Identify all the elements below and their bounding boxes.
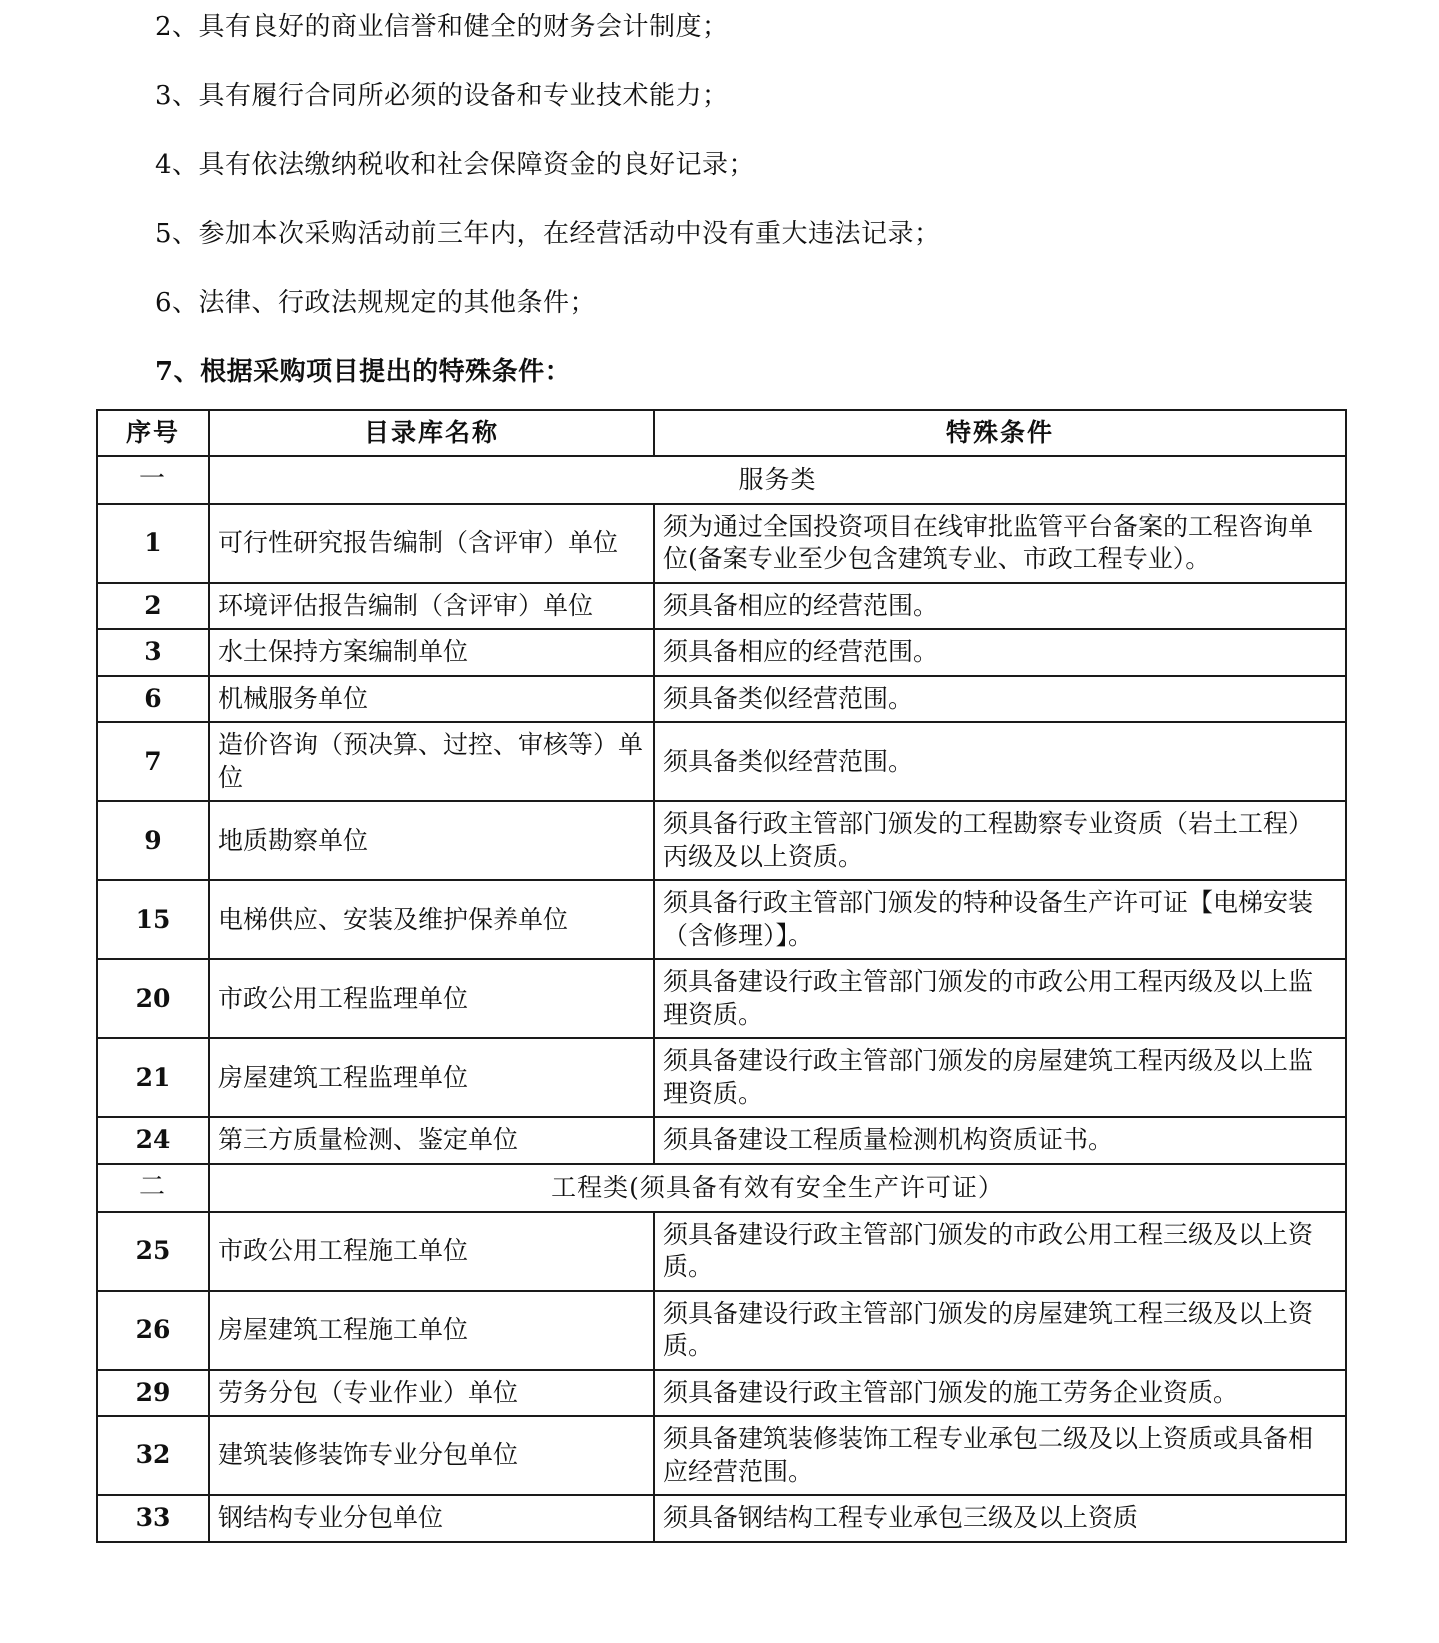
- paragraph-3: 3、具有履行合同所必须的设备和专业技术能力；: [155, 81, 729, 112]
- row-condition: 须具备类似经营范围。: [654, 676, 1346, 723]
- row-name: 劳务分包（专业作业）单位: [209, 1370, 654, 1417]
- row-name: 造价咨询（预决算、过控、审核等）单位: [209, 722, 654, 801]
- row-no: 21: [97, 1038, 209, 1117]
- column-header-no: 序号: [97, 410, 209, 457]
- row-condition: 须具备建设行政主管部门颁发的施工劳务企业资质。: [654, 1370, 1346, 1417]
- row-condition: 须具备建设行政主管部门颁发的房屋建筑工程丙级及以上监理资质。: [654, 1038, 1346, 1117]
- row-name: 市政公用工程施工单位: [209, 1212, 654, 1291]
- table-row: [97, 1416, 1346, 1495]
- table-row: [97, 504, 1346, 583]
- row-no: 二: [97, 1164, 209, 1212]
- table-row: [97, 880, 1346, 959]
- row-name: 钢结构专业分包单位: [209, 1495, 654, 1542]
- table-header-row: [97, 410, 1346, 457]
- table-row: [97, 801, 1346, 880]
- table-row: [97, 629, 1346, 676]
- row-no: 33: [97, 1495, 209, 1542]
- paragraph-7-heading: 7、根据采购项目提出的特殊条件：: [155, 357, 572, 388]
- table-row: [97, 1291, 1346, 1370]
- row-no: 15: [97, 880, 209, 959]
- row-no: 3: [97, 629, 209, 676]
- row-no: 24: [97, 1117, 209, 1164]
- table-row: [97, 676, 1346, 723]
- row-no: 一: [97, 456, 209, 504]
- row-name: 房屋建筑工程监理单位: [209, 1038, 654, 1117]
- row-condition: 须具备建设行政主管部门颁发的市政公用工程丙级及以上监理资质。: [654, 959, 1346, 1038]
- row-no: 9: [97, 801, 209, 880]
- row-condition: 须具备相应的经营范围。: [654, 583, 1346, 630]
- row-condition: 须具备建筑装修装饰工程专业承包二级及以上资质或具备相应经营范围。: [654, 1416, 1346, 1495]
- table-section-row: [97, 1164, 1346, 1212]
- row-no: 29: [97, 1370, 209, 1417]
- row-no: 26: [97, 1291, 209, 1370]
- table-row: [97, 722, 1346, 801]
- row-condition: 须具备行政主管部门颁发的工程勘察专业资质（岩土工程）丙级及以上资质。: [654, 801, 1346, 880]
- row-no: 32: [97, 1416, 209, 1495]
- table-row: [97, 1038, 1346, 1117]
- row-name: 环境评估报告编制（含评审）单位: [209, 583, 654, 630]
- paragraph-5: 5、参加本次采购活动前三年内，在经营活动中没有重大违法记录；: [155, 219, 941, 250]
- row-condition: 须为通过全国投资项目在线审批监管平台备案的工程咨询单位(备案专业至少包含建筑专业、市政工程专业）。: [654, 504, 1346, 583]
- row-name: 房屋建筑工程施工单位: [209, 1291, 654, 1370]
- row-name: 水土保持方案编制单位: [209, 629, 654, 676]
- section-title: 工程类(须具备有效有安全生产许可证）: [209, 1164, 1346, 1212]
- paragraph-2: 2、具有良好的商业信誉和健全的财务会计制度；: [155, 12, 729, 42]
- row-no: 20: [97, 959, 209, 1038]
- row-condition: 须具备钢结构工程专业承包三级及以上资质: [654, 1495, 1346, 1542]
- column-header-name: 目录库名称: [209, 410, 654, 457]
- row-no: 1: [97, 504, 209, 583]
- row-no: 25: [97, 1212, 209, 1291]
- row-name: 可行性研究报告编制（含评审）单位: [209, 504, 654, 583]
- row-name: 第三方质量检测、鉴定单位: [209, 1117, 654, 1164]
- special-conditions-table: [96, 409, 1347, 1543]
- table-row: [97, 1370, 1346, 1417]
- row-name: 市政公用工程监理单位: [209, 959, 654, 1038]
- row-condition: 须具备建设工程质量检测机构资质证书。: [654, 1117, 1346, 1164]
- paragraph-list: [95, 10, 1344, 391]
- table-row: [97, 959, 1346, 1038]
- row-no: 6: [97, 676, 209, 723]
- row-name: 机械服务单位: [209, 676, 654, 723]
- table-row: [97, 1495, 1346, 1542]
- row-condition: 须具备类似经营范围。: [654, 722, 1346, 801]
- table-section-row: [97, 456, 1346, 504]
- row-no: 2: [97, 583, 209, 630]
- section-title: 服务类: [209, 456, 1346, 504]
- column-header-condition: 特殊条件: [654, 410, 1346, 457]
- row-name: 建筑装修装饰专业分包单位: [209, 1416, 654, 1495]
- row-no: 7: [97, 722, 209, 801]
- paragraph-4: 4、具有依法缴纳税收和社会保障资金的良好记录；: [155, 150, 756, 181]
- paragraph-6: 6、法律、行政法规规定的其他条件；: [155, 288, 597, 319]
- table-row: [97, 1117, 1346, 1164]
- row-name: 电梯供应、安装及维护保养单位: [209, 880, 654, 959]
- row-condition: 须具备建设行政主管部门颁发的市政公用工程三级及以上资质。: [654, 1212, 1346, 1291]
- table-row: [97, 583, 1346, 630]
- row-condition: 须具备相应的经营范围。: [654, 629, 1346, 676]
- row-name: 地质勘察单位: [209, 801, 654, 880]
- row-condition: 须具备行政主管部门颁发的特种设备生产许可证【电梯安装（含修理）】。: [654, 880, 1346, 959]
- table-row: [97, 1212, 1346, 1291]
- row-condition: 须具备建设行政主管部门颁发的房屋建筑工程三级及以上资质。: [654, 1291, 1346, 1370]
